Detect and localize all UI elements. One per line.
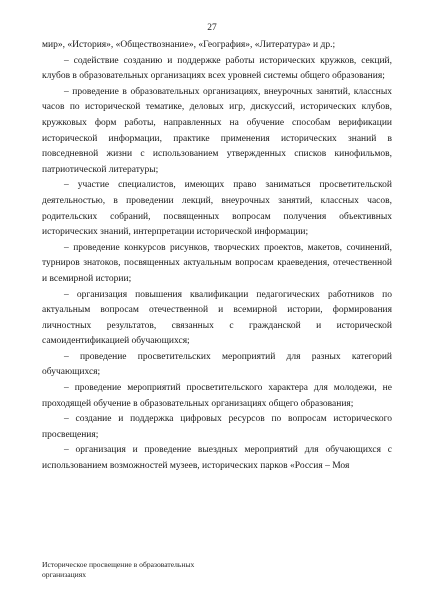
page-number: 27 bbox=[207, 23, 217, 33]
list-item-history-clubs: – содействие созданию и поддержке работы исторических кружков, секций, клубов в образовательных организациях всех уровней системы общего образования; bbox=[42, 55, 392, 82]
paragraph-continuation: мир», «История», «Обществознание», «География», «Литература» и др.; bbox=[42, 40, 336, 50]
document-body bbox=[42, 38, 392, 475]
list-item-teacher-training: – организация повышения квалификации педагогических работников по актуальным вопросам отечественной и всемирной истории, формирования личностных результатов, связанных с гражданской и исторической самоидентификацией обучающихся; bbox=[42, 289, 392, 347]
footer-line-1: Историческое просвещение в образовательных bbox=[42, 560, 195, 569]
list-item-educational-events: – проведение просветительских мероприятий для разных категорий обучающихся; bbox=[42, 351, 392, 378]
list-item-digital-resources: – создание и поддержка цифровых ресурсов по вопросам исторического просвещения; bbox=[42, 414, 392, 440]
footer-line-2: организациях bbox=[42, 570, 86, 579]
list-item-extracurricular-classes: – проведение в образовательных организациях, внеурочных занятий, классных часов по исторической тематике, деловых игр, дискуссий, исторических клубов, кружковых форм работы, направленных на обучение способам верификации исторической информации, практике применения исторических знаний в повседневной жизни с использованием утвержденных списков кинофильмов, патриотической литературы; bbox=[42, 86, 392, 175]
list-item-field-trips: – организация и проведение выездных мероприятий для обучающихся с использованием возможностей музеев, исторических парков «Россия – Моя bbox=[42, 445, 392, 472]
list-item-youth-events: – проведение мероприятий просветительского характера для молодежи, не проходящей обучение в образовательных организациях общего образования; bbox=[42, 383, 392, 409]
list-item-contests: – проведение конкурсов рисунков, творческих проектов, макетов, сочинений, турниров знатоков, посвященных актуальным вопросам краеведения, отечественной и всемирной истории; bbox=[42, 242, 392, 284]
page-footer bbox=[42, 560, 262, 580]
list-item-specialists-participation: – участие специалистов, имеющих право заниматься просветительской деятельностью, в проведении лекций, внеурочных занятий, классных часов, родительских собраний, посвященных вопросам получения объективных исторических знаний, интерпретации исторической информации; bbox=[42, 180, 392, 238]
